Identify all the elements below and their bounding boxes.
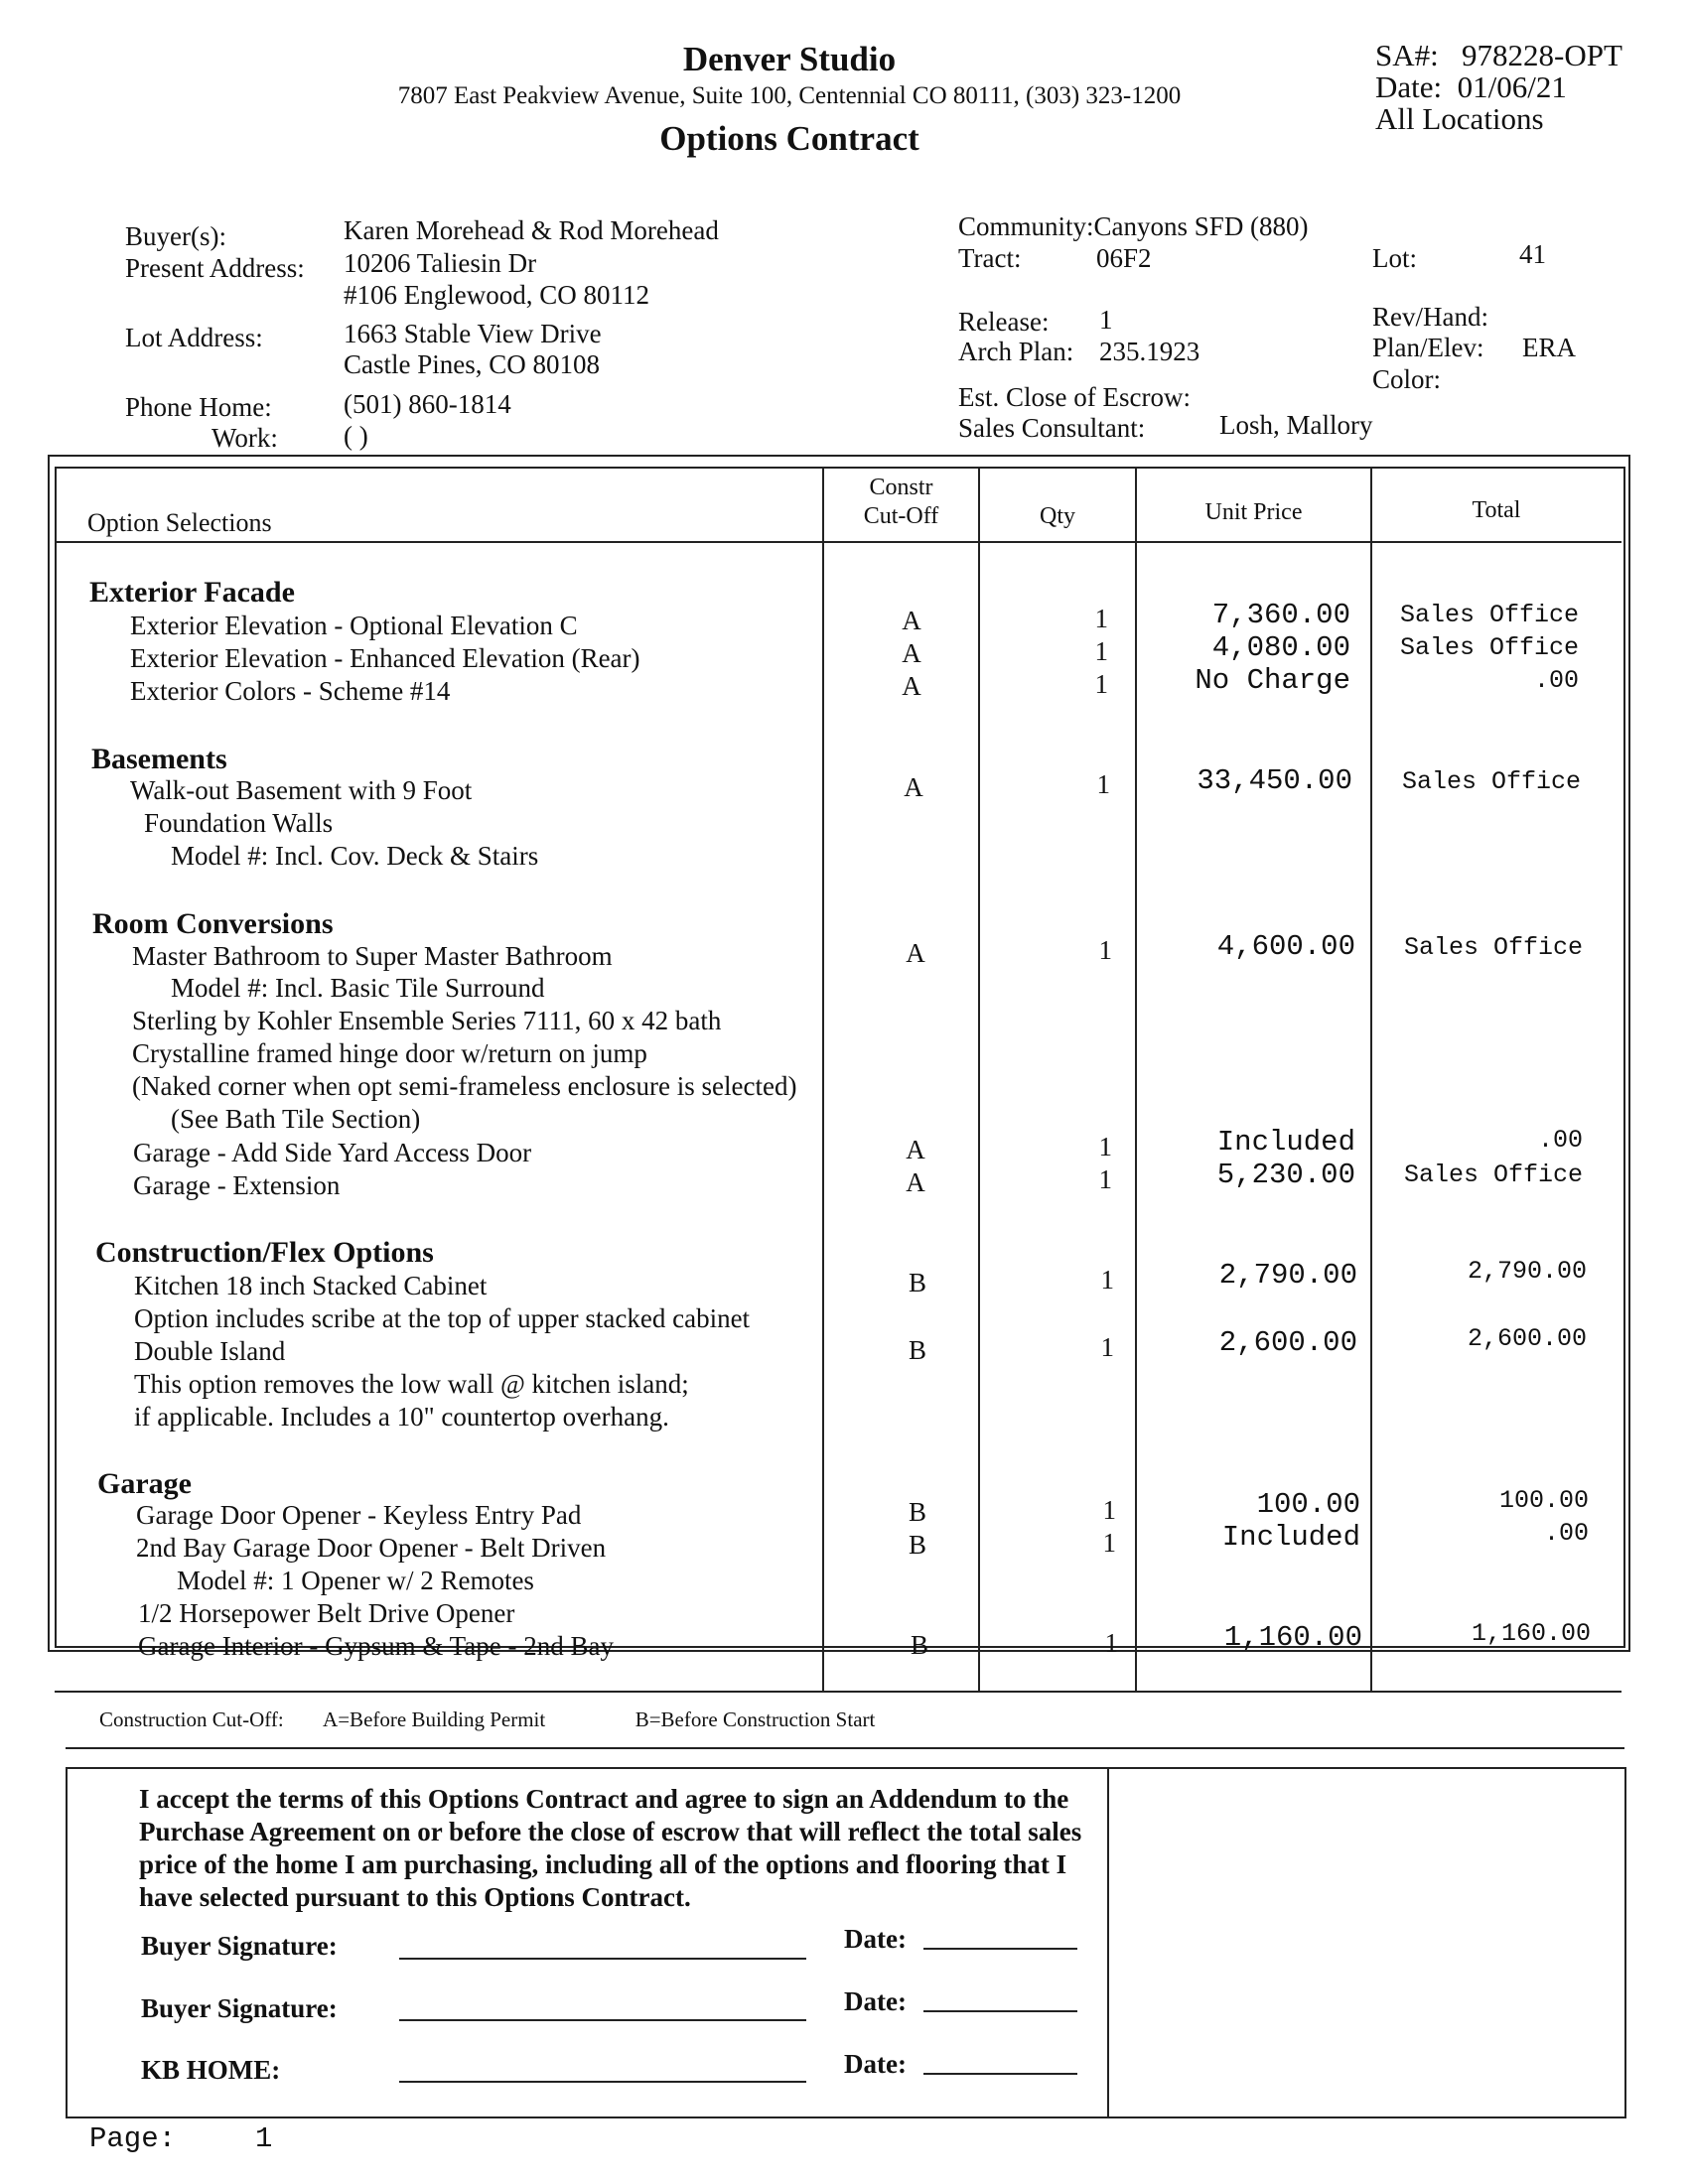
row-desc: Walk-out Basement with 9 Foot [130,775,473,805]
page-label: Page: [89,2122,177,2155]
row-total: 1,160.00 [1471,1619,1591,1648]
col-header-cutoff-2: Cut-Off [863,503,939,529]
row-cutoff: B [908,1335,926,1365]
row-total: Sales Office [1401,767,1581,796]
release-value: 1 [1099,305,1113,335]
row-unit-price: 2,790.00 [1218,1259,1357,1292]
buyer-signature-label-1: Buyer Signature: [141,1931,338,1961]
locations: All Locations [1375,101,1544,136]
row-qty: 1 [1098,935,1112,965]
arch-plan-value: 235.1923 [1099,337,1200,366]
row-note: Crystalline framed hinge door w/return on jump [132,1038,647,1068]
row-qty: 1 [1094,669,1108,699]
row-desc: 2nd Bay Garage Door Opener - Belt Driven [136,1533,607,1563]
community [958,210,1309,242]
lot-address-line2: Castle Pines, CO 80108 [344,349,601,379]
row-desc: Garage Interior - Gypsum & Tape - 2nd Bay [138,1631,614,1661]
sales-consultant-label: Sales Consultant: [958,413,1146,443]
buyers-value: Karen Morehead & Rod Morehead [344,215,719,245]
lot-value: 41 [1519,239,1546,269]
buyer-signature-line-1[interactable] [399,1958,806,1960]
work-label: Work: [212,423,278,453]
row-qty: 1 [1102,1528,1116,1558]
row-note: Foundation Walls [144,808,334,838]
plan-elev-label: Plan/Elev: [1372,333,1484,362]
row-note: if applicable. Includes a 10" countertop overhang. [134,1402,669,1432]
row-qty: 1 [1102,1495,1116,1525]
present-address-line2: #106 Englewood, CO 80112 [344,280,649,310]
row-qty: 1 [1098,1132,1112,1161]
release-label: Release: [958,307,1050,337]
row-unit-price: Included [1216,1126,1355,1159]
kb-home-label: KB HOME: [141,2055,281,2085]
date-label-1: Date: [844,1924,907,1954]
row-cutoff: B [908,1497,926,1527]
row-desc: Garage - Extension [133,1170,341,1200]
row-desc: Exterior Colors - Scheme #14 [130,676,451,706]
legend-rule [66,1747,1624,1749]
row-note: This option removes the low wall @ kitchen island; [134,1369,689,1399]
date-line-3[interactable] [923,2073,1077,2075]
row-total: Sales Office [1399,633,1579,662]
col-divider-cutoff [822,467,824,1691]
escrow-label: Est. Close of Escrow: [958,382,1191,412]
row-cutoff: B [908,1268,926,1297]
col-header-options: Option Selections [87,508,272,537]
acceptance-statement: I accept the terms of this Options Contract and agree to sign an Addendum to the Purchase Agreement on or before the close of escrow that will reflect the total sales price of the home I am purchasing, including all of the options and flooring that I have selected pursuant to this Options Contract. [139,1784,1082,1912]
section-title-basements: Basements [91,743,227,775]
lot-label: Lot: [1372,243,1417,273]
date-label-3: Date: [844,2049,907,2079]
section-title-room-conversions: Room Conversions [92,907,334,940]
row-note: Sterling by Kohler Ensemble Series 7111, 60 x 42 bath [132,1006,722,1035]
page-indicator [89,2122,272,2155]
row-cutoff: A [902,671,921,701]
row-note: (See Bath Tile Section) [171,1104,421,1134]
row-qty: 1 [1094,636,1108,666]
row-note: Model #: Incl. Basic Tile Surround [171,973,545,1003]
lot-address-label: Lot Address: [125,323,263,352]
row-note: Option includes scribe at the top of upper stacked cabinet [134,1303,751,1333]
row-note: (Naked corner when opt semi-frameless enclosure is selected) [132,1071,797,1101]
phone-home-value: (501) 860-1814 [344,389,511,419]
row-desc: Kitchen 18 inch Stacked Cabinet [134,1271,488,1300]
buyers-label: Buyer(s): [125,221,226,251]
row-note: Model #: Incl. Cov. Deck & Stairs [171,841,539,871]
row-cutoff: A [906,938,925,968]
legend-b: B=Before Construction Start [634,1707,876,1731]
row-cutoff: B [910,1630,928,1660]
header-divider [55,541,1622,543]
buyer-signature-line-2[interactable] [399,2019,806,2021]
row-desc: Garage Door Opener - Keyless Entry Pad [136,1500,582,1530]
sa-label: SA#: [1375,38,1439,72]
col-header-qty: Qty [1040,503,1075,529]
sales-consultant-value: Losh, Mallory [1219,410,1373,440]
buyer-signature-label-2: Buyer Signature: [141,1993,338,2023]
row-cutoff: A [902,638,921,668]
row-unit-price: 33,450.00 [1197,764,1352,797]
row-cutoff: A [904,772,923,802]
sa-value: 978228-OPT [1462,38,1622,72]
row-total: .00 [1537,1126,1583,1155]
kb-home-signature-line[interactable] [399,2081,806,2083]
row-desc: Master Bathroom to Super Master Bathroom [132,941,613,971]
col-header-unit-price: Unit Price [1204,499,1303,525]
lot-address-line1: 1663 Stable View Drive [344,319,602,348]
date-value: 01/06/21 [1457,69,1567,104]
row-total: Sales Office [1399,601,1579,629]
signature-divider [1107,1767,1109,2116]
col-divider-qty [978,467,980,1691]
table-bottom-rule [55,1691,1622,1693]
row-qty: 1 [1096,769,1110,799]
row-unit-price: 4,080.00 [1211,631,1350,664]
date-label-2: Date: [844,1986,907,2016]
legend-a: A=Before Building Permit [323,1707,546,1731]
col-divider-unit [1135,467,1137,1691]
row-qty: 1 [1104,1628,1118,1658]
tract-label: Tract: [958,243,1022,273]
col-header-cutoff-1: Constr [869,475,933,500]
arch-plan-label: Arch Plan: [958,337,1074,366]
contract-meta [1375,40,1622,135]
row-unit-price: 5,230.00 [1216,1159,1355,1191]
row-desc: Double Island [134,1336,286,1366]
section-title-garage: Garage [97,1467,192,1500]
studio-name: Denver Studio [682,40,897,78]
page-number: 1 [255,2122,273,2155]
phone-home-label: Phone Home: [125,392,272,422]
row-total: Sales Office [1403,933,1583,962]
rev-hand-label: Rev/Hand: [1372,302,1488,332]
row-qty: 1 [1094,604,1108,633]
work-value: ( ) [344,421,368,451]
row-unit-price: 7,360.00 [1211,599,1350,631]
row-qty: 1 [1100,1332,1114,1362]
row-qty: 1 [1100,1265,1114,1295]
community-value: Canyons SFD (880) [1093,211,1309,241]
row-cutoff: A [906,1167,925,1197]
row-desc: Exterior Elevation - Optional Elevation C [130,611,578,640]
row-unit-price: 2,600.00 [1218,1326,1357,1359]
present-address-label: Present Address: [125,253,305,283]
row-unit-price: 4,600.00 [1216,930,1355,963]
cutoff-legend [99,1707,875,1732]
row-total: .00 [1533,666,1579,695]
page-title: Options Contract [659,119,919,158]
row-total: 100.00 [1498,1486,1589,1515]
date-line-1[interactable] [923,1948,1077,1950]
row-cutoff: B [908,1530,926,1560]
section-title-exterior: Exterior Facade [89,576,295,609]
row-desc: Garage - Add Side Yard Access Door [133,1138,532,1167]
legend-label: Construction Cut-Off: [99,1707,284,1731]
row-total: 2,600.00 [1467,1324,1587,1353]
section-title-construction: Construction/Flex Options [95,1236,434,1269]
row-note: Model #: 1 Opener w/ 2 Remotes [177,1566,534,1595]
tract-value: 06F2 [1096,243,1152,273]
row-unit-price: 100.00 [1256,1488,1360,1521]
row-total: Sales Office [1403,1160,1583,1189]
row-unit-price: 1,160.00 [1223,1621,1362,1654]
date-label: Date: [1375,69,1443,104]
row-total: 2,790.00 [1467,1257,1587,1286]
studio-address: 7807 East Peakview Avenue, Suite 100, Centennial CO 80111, (303) 323-1200 [397,82,1182,109]
row-total: .00 [1543,1519,1589,1548]
row-unit-price: Included [1221,1521,1360,1554]
row-desc: Exterior Elevation - Enhanced Elevation (Rear) [130,643,640,673]
community-label: Community: [958,211,1094,241]
color-label: Color: [1372,364,1442,394]
row-cutoff: A [906,1135,925,1164]
row-qty: 1 [1098,1164,1112,1194]
row-cutoff: A [902,606,921,635]
present-address-line1: 10206 Taliesin Dr [344,248,537,278]
row-note: 1/2 Horsepower Belt Drive Opener [138,1598,515,1628]
date-line-2[interactable] [923,2010,1077,2012]
plan-elev-value: ERA [1522,333,1576,362]
row-unit-price: No Charge [1195,664,1350,697]
col-header-total: Total [1472,497,1521,523]
